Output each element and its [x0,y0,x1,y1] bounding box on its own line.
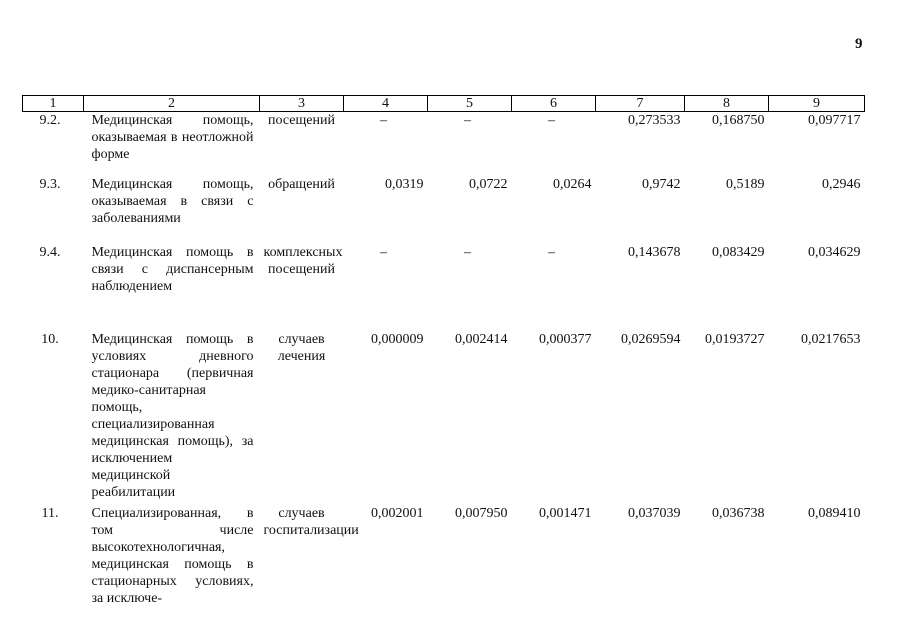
page-number: 9 [855,36,863,52]
row-value: 0,002414 [455,332,508,347]
row-value: – [464,245,471,260]
row-value: 0,034629 [808,245,861,260]
row-value: 0,007950 [455,506,508,521]
row-value: 0,002001 [371,506,424,521]
column-number: 2 [84,96,260,112]
row-value: – [548,113,555,128]
row-unit: посещений [268,113,335,128]
row-value: – [548,245,555,260]
table-row [23,505,865,607]
column-number: 7 [596,96,685,112]
row-name: Медицинская помощь, оказываемая в неотложной форме [91,113,254,162]
table-row [23,112,865,177]
row-value: – [464,113,471,128]
row-value: 0,089410 [808,506,861,521]
column-number: 6 [512,96,596,112]
row-value: – [380,245,387,260]
row-value: 0,036738 [712,506,765,521]
row-value: 0,000009 [371,332,424,347]
row-number: 9.3. [39,177,61,192]
row-value: 0,0264 [553,177,592,192]
row-unit: случаев лечения [277,332,326,364]
row-value: 0,000377 [539,332,592,347]
row-value: 0,0269594 [621,332,681,347]
column-number-row [23,96,865,112]
row-value: 0,143678 [628,245,681,260]
row-value: 0,273533 [628,113,681,128]
row-value: 0,9742 [642,177,681,192]
row-value: 0,0722 [469,177,508,192]
data-table [22,95,865,607]
row-value: 0,0217653 [801,332,861,347]
row-name: Медицинская помощь в связи с диспансерным наблюдением [91,245,254,294]
row-value: – [380,113,387,128]
row-value: 0,2946 [822,177,861,192]
row-number: 9.4. [39,245,61,260]
row-value: 0,0319 [385,177,424,192]
column-number: 8 [685,96,769,112]
row-value: 0,083429 [712,245,765,260]
row-unit: обращений [268,177,335,192]
row-name: Специализированная, в том числе высокотехнологичная, медицинская помощь в стационарных условиях, за исключе- [91,506,254,606]
table-row [23,176,865,244]
row-value: 0,001471 [539,506,592,521]
row-value: 0,097717 [808,113,861,128]
row-unit: случаев госпитализации [263,506,359,538]
row-number: 9.2. [39,113,61,128]
row-number: 10. [41,332,59,347]
column-number: 5 [428,96,512,112]
row-name: Медицинская помощь в условиях дневного стационара (первичная медико-санитарная помощь, специализированная медицинская помощь), за исключением медицинской реабилитации [91,332,254,500]
table-row [23,244,865,331]
column-number: 9 [769,96,865,112]
row-number: 11. [41,506,59,521]
row-unit: комплексных посещений [263,245,343,277]
row-value: 0,0193727 [705,332,765,347]
table-row [23,331,865,505]
column-number: 3 [260,96,344,112]
column-number: 4 [344,96,428,112]
row-value: 0,168750 [712,113,765,128]
row-value: 0,5189 [726,177,765,192]
row-value: 0,037039 [628,506,681,521]
row-name: Медицинская помощь, оказываемая в связи с заболеваниями [91,177,254,226]
column-number: 1 [23,96,84,112]
